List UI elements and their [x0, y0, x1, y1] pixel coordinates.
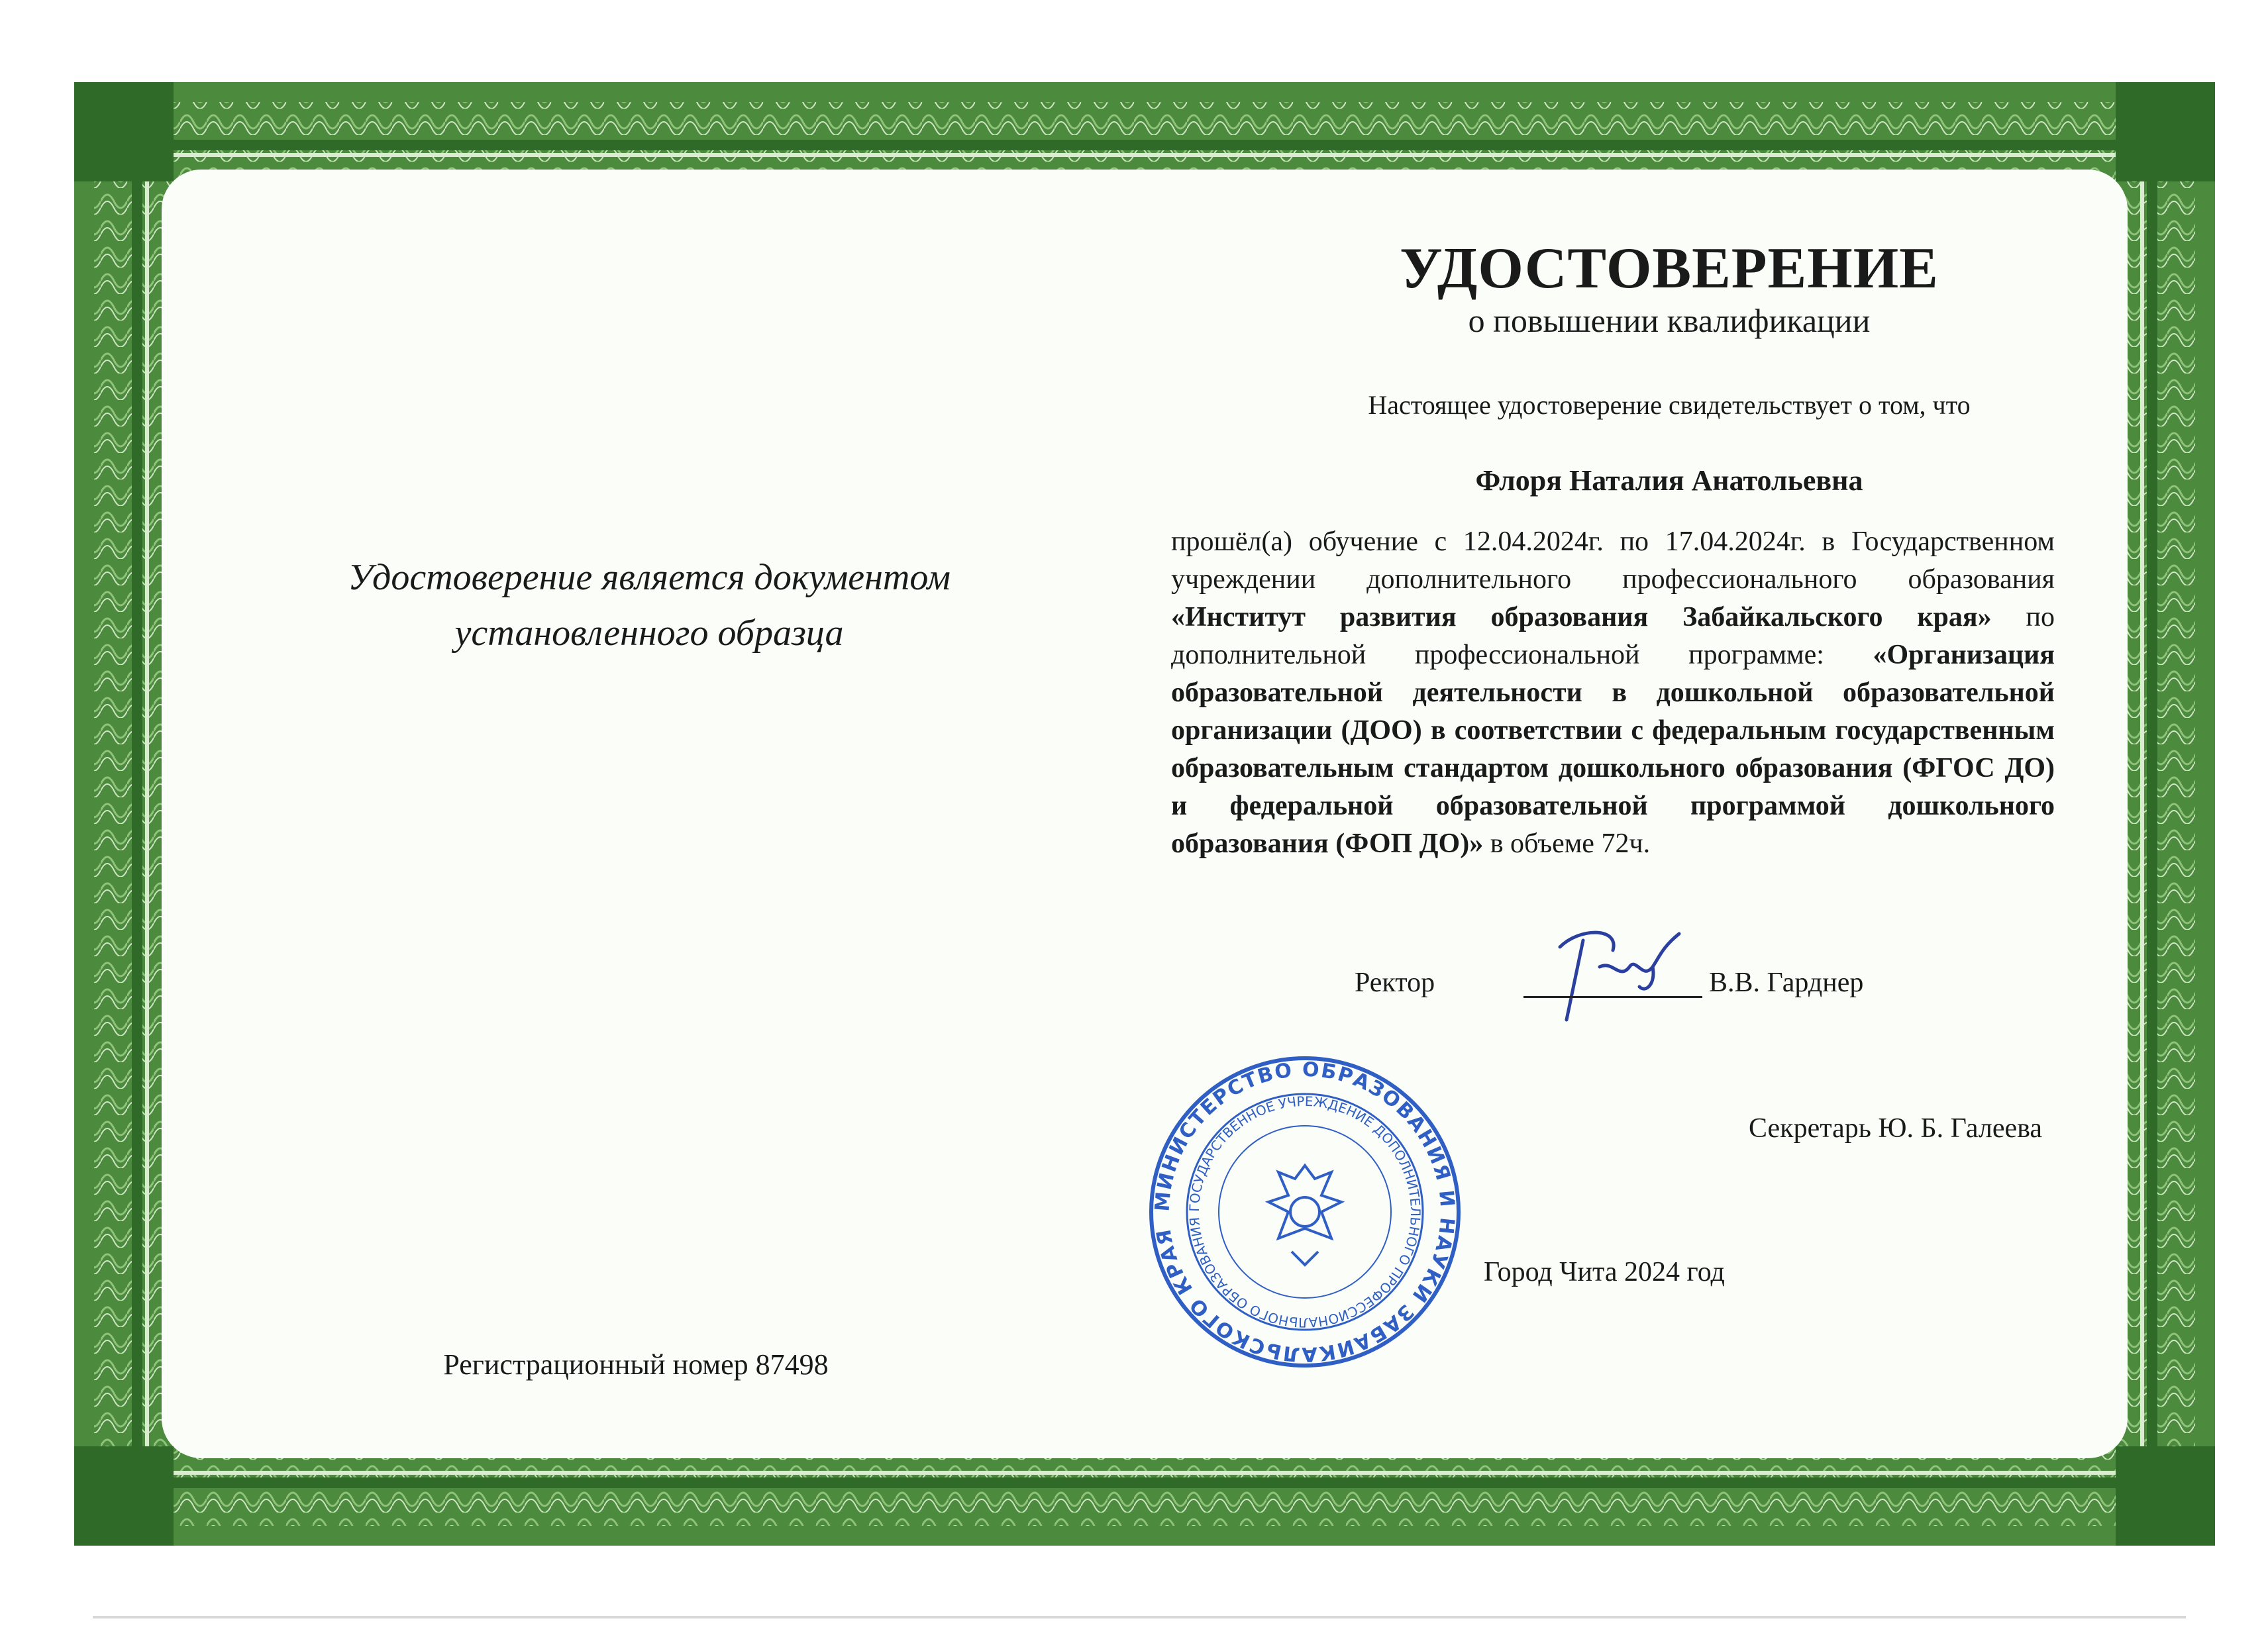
rector-label: Ректор	[1355, 968, 1435, 998]
seal-outer-text: МИНИСТЕРСТВО ОБРАЗОВАНИЯ И НАУКИ ЗАБАЙКАЛЬСКОГО КРАЯ	[1151, 1058, 1459, 1366]
secretary-name: Секретарь Ю. Б. Галеева	[1749, 1113, 2043, 1144]
person-name: Флоря Наталия Анатольевна	[1475, 464, 1863, 497]
corner-ornament	[2116, 1446, 2215, 1546]
hours-text: в объеме 72ч.	[1483, 828, 1651, 859]
seal-inner-text: ГОСУДАРСТВЕННОЕ УЧРЕЖДЕНИЕ ДОПОЛНИТЕЛЬНОГО ПРОФЕССИОНАЛЬНОГО ОБРАЗОВАНИЯ	[1186, 1093, 1424, 1331]
document-title: УДОСТОВЕРЕНИЕ	[1400, 236, 1939, 301]
corner-ornament	[74, 1446, 174, 1546]
rector-name: В.В. Гарднер	[1709, 968, 1864, 998]
institution-name: «Институт развития образования Забайкальского края»	[1171, 602, 1992, 632]
corner-ornament	[74, 82, 174, 181]
registration-number: Регистрационный номер 87498	[443, 1348, 829, 1381]
validity-note: Удостоверение является документом установленного образца	[348, 557, 951, 654]
city-year: Город Чита 2024 год	[1484, 1257, 1725, 1287]
intro-text: Настоящее удостоверение свидетельствует о том, что	[1368, 390, 1971, 420]
document-subtitle: о повышении квалификации	[1468, 302, 1871, 339]
scan-edge-line	[93, 1616, 2186, 1618]
rector-signature	[1520, 921, 1699, 1033]
eagle-emblem-icon	[1268, 1166, 1341, 1265]
training-details	[1171, 523, 2055, 863]
official-seal	[1146, 1053, 1464, 1371]
svg-text:ГОСУДАРСТВЕННОЕ УЧРЕЖДЕНИЕ ДОП	[1186, 1093, 1423, 1330]
program-name: «Организация образовательной деятельности в дошкольной образовательной организации (ДОО) в соответствии с федеральным государственным образовательным стандартом дошкольного образования (ФГОС ДО) и федеральной образовательной программой дошкольного образования (ФОП ДО)»	[1171, 640, 2055, 859]
signature-line	[1523, 996, 1702, 998]
program-intro-text: по дополнительной профессиональной программе:	[1171, 602, 2055, 670]
corner-ornament	[2116, 82, 2215, 181]
training-period-text: прошёл(а) обучение с 12.04.2024г. по 17.04.2024г. в Государственном учреждении дополнительного профессионального образования	[1171, 526, 2055, 595]
